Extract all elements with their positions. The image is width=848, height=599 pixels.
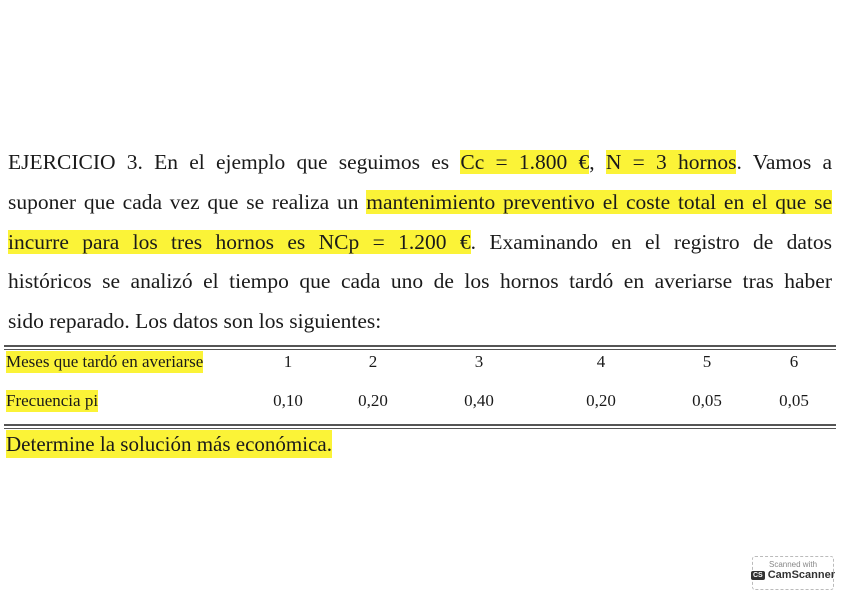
cell: 0,20	[586, 391, 616, 410]
paragraph-line-4: históricos se analizó el tiempo que cada uno de los hornos tardó en averiarse tras haber	[8, 269, 832, 293]
cell: 4	[596, 352, 606, 371]
cell: 0,40	[464, 391, 494, 410]
text: . Examinando en el registro de datos	[470, 230, 833, 254]
paragraph-line-2	[8, 188, 832, 216]
highlighted-text: N = 3 hornos	[605, 150, 737, 174]
highlighted-text: Cc = 1.800 €	[460, 150, 590, 174]
cell: 0,20	[358, 391, 388, 410]
cell: 5	[702, 352, 712, 371]
cell: 2	[368, 352, 378, 371]
question-text: Determine la solución más económica.	[6, 432, 332, 456]
row-label: Meses que tardó en averiarse	[6, 352, 204, 371]
cell: 0,05	[779, 391, 809, 410]
highlighted-text: mantenimiento preventivo el coste total en el que se	[366, 190, 833, 214]
camscanner-logo-icon: CS	[753, 571, 763, 579]
cell: 6	[789, 352, 799, 371]
cell: 3	[474, 352, 484, 371]
cell: 1	[283, 352, 293, 371]
paragraph-line-5: sido reparado. Los datos son los siguientes:	[8, 309, 382, 333]
camscanner-watermark	[752, 556, 834, 590]
text: suponer que cada vez que se realiza un	[8, 190, 367, 214]
watermark-caption: Scanned with	[768, 560, 818, 569]
row-label: Frecuencia pi	[6, 391, 99, 410]
text: ,	[589, 150, 606, 174]
cell: 0,05	[692, 391, 722, 410]
table-top-rule	[4, 345, 836, 350]
text: EJERCICIO 3. En el ejemplo que seguimos es	[8, 150, 461, 174]
highlighted-text: incurre para los tres hornos es NCp = 1.200 €	[8, 230, 471, 254]
table-bottom-rule	[4, 424, 836, 429]
cell: 0,10	[273, 391, 303, 410]
paragraph-line-3	[8, 228, 832, 256]
watermark-brand: CamScanner	[767, 569, 835, 581]
paragraph-line-1	[8, 148, 832, 176]
text: . Vamos a	[736, 150, 832, 174]
